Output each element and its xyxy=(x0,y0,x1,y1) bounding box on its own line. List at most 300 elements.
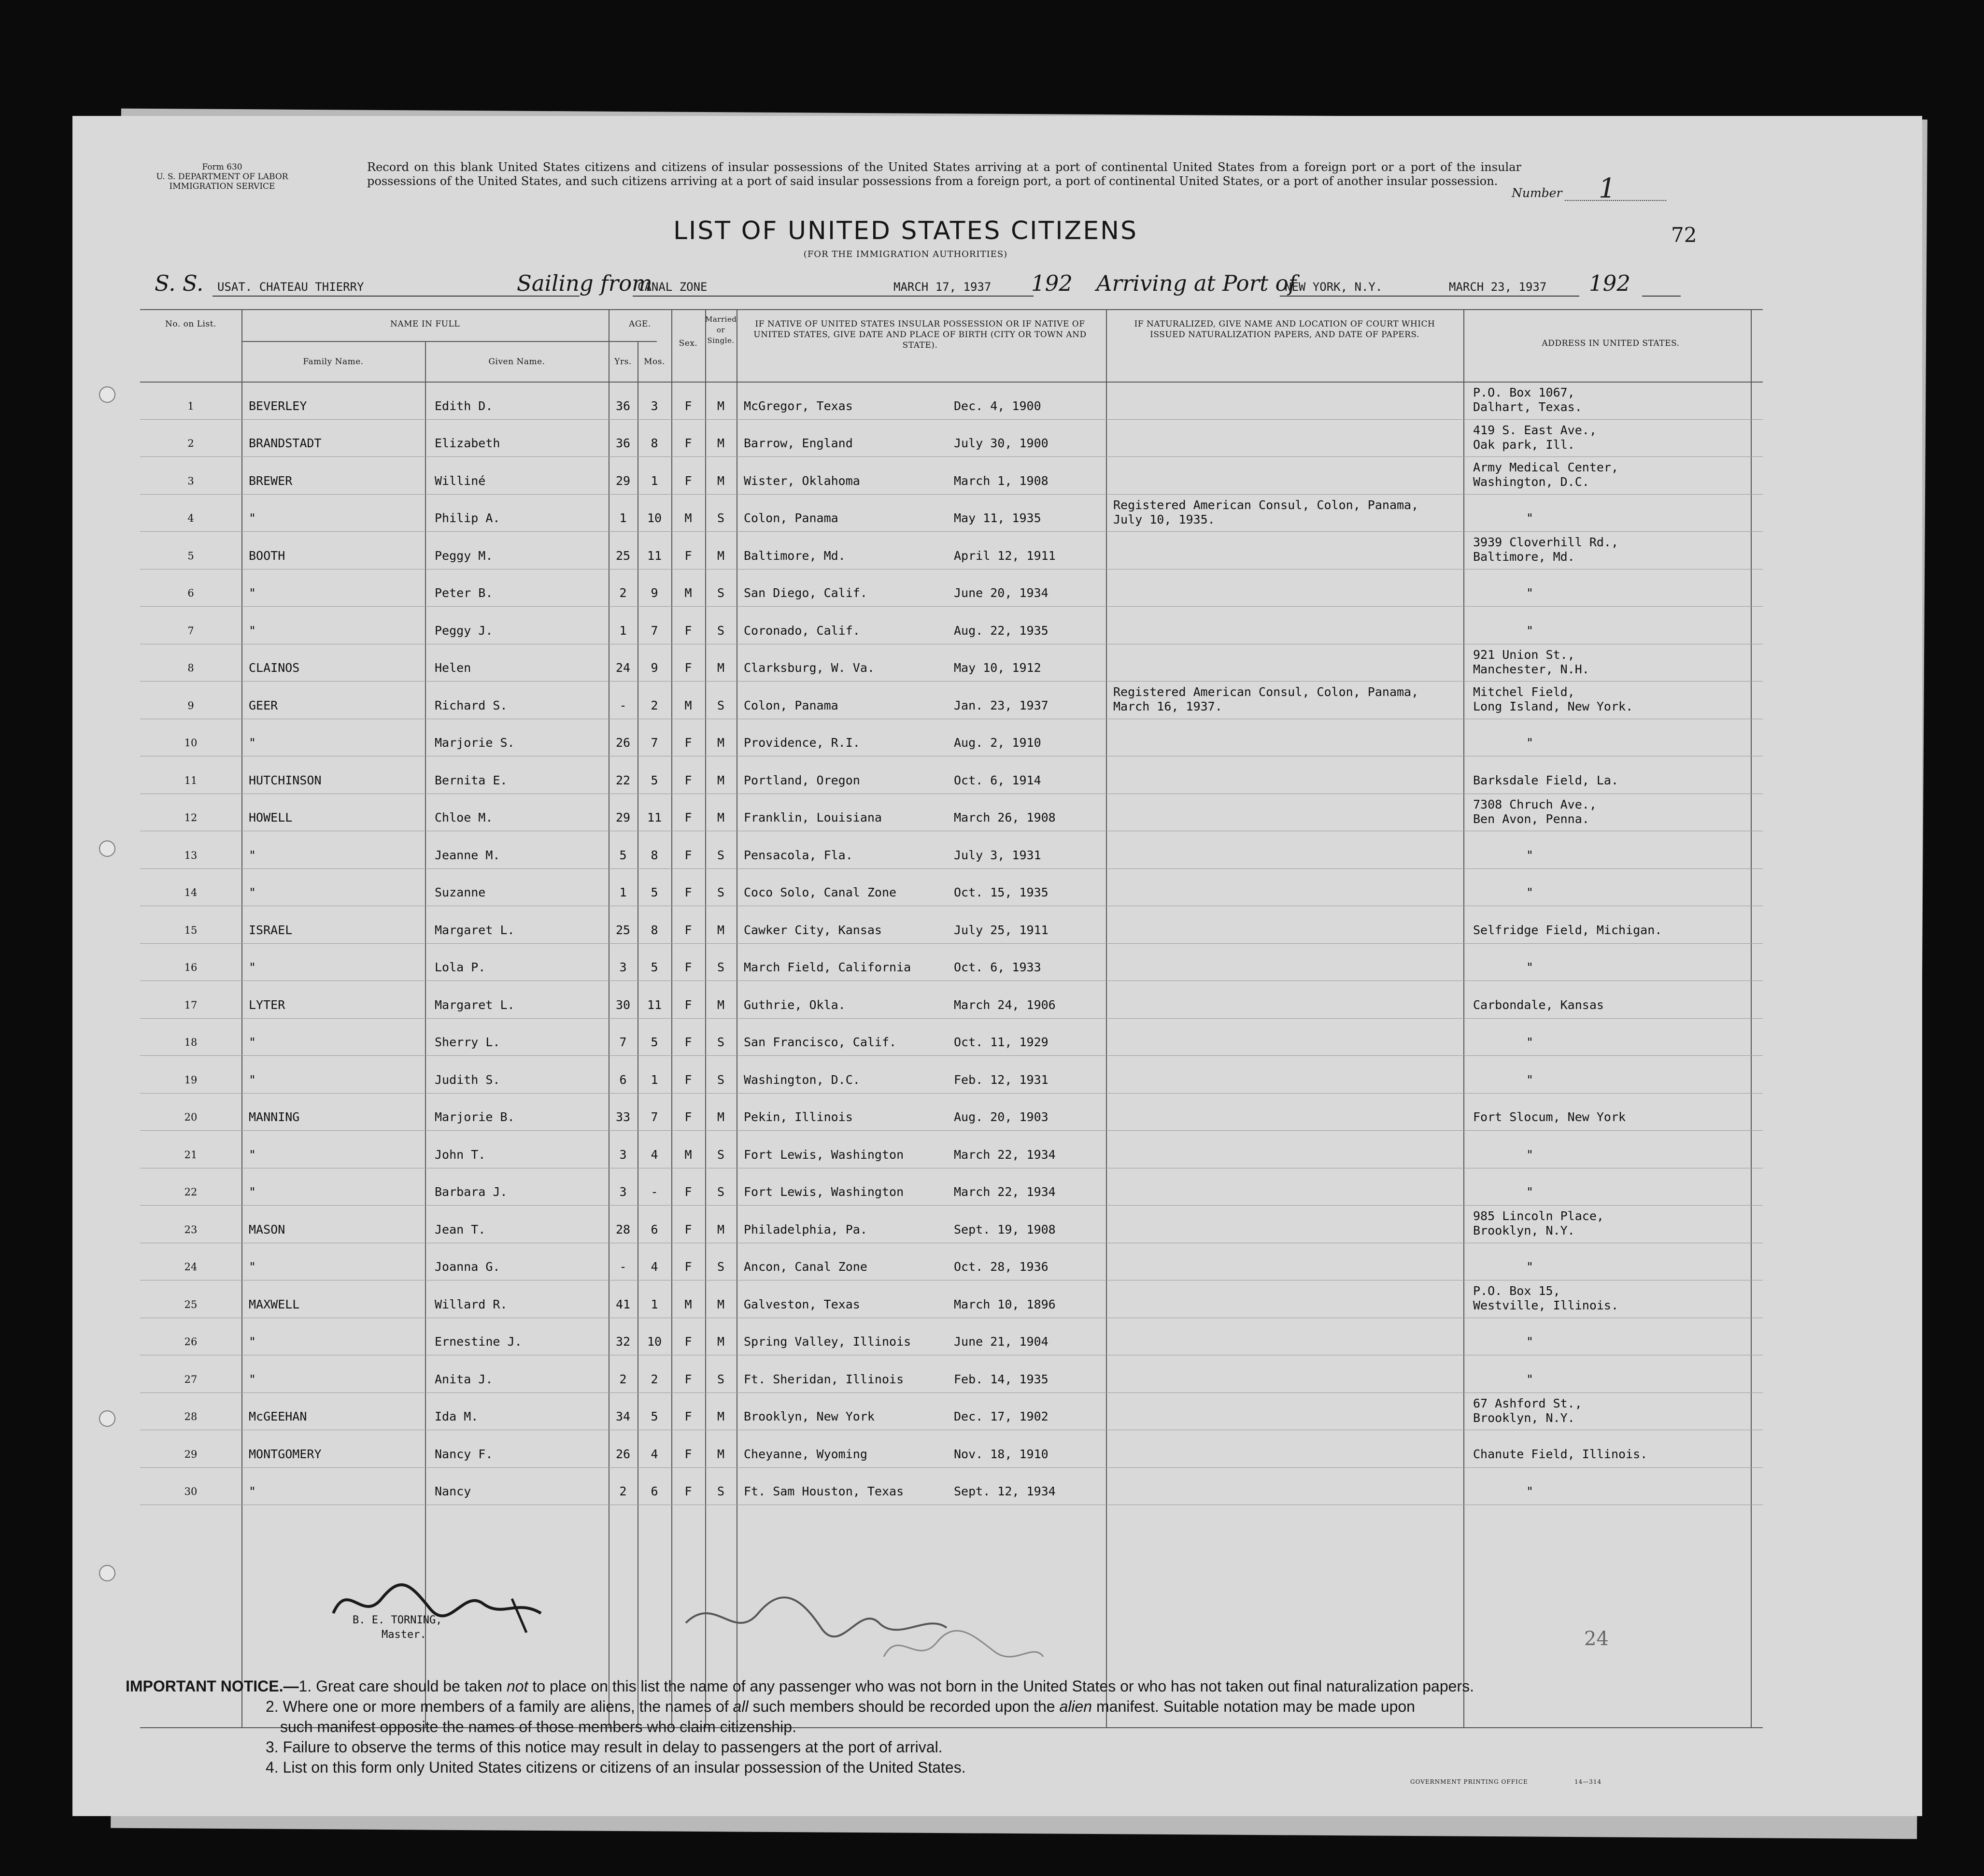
sex: M xyxy=(684,586,692,600)
birth-date: March 22, 1934 xyxy=(954,1147,1056,1162)
marital-status: S xyxy=(717,1035,725,1049)
sex: F xyxy=(684,1222,692,1236)
address-line-1: " xyxy=(1526,1484,1534,1498)
address-line-1: " xyxy=(1526,736,1534,750)
birth-place: Barrow, England xyxy=(744,436,853,450)
address-line-1: 921 Union St., xyxy=(1473,647,1575,662)
age-months: 1 xyxy=(651,473,658,488)
age-years: 25 xyxy=(615,548,631,563)
row-number: 9 xyxy=(187,699,194,711)
row-rule xyxy=(140,606,1763,607)
row-rule xyxy=(140,1467,1763,1468)
row-number: 25 xyxy=(184,1298,198,1310)
col-yrs-header: Yrs. xyxy=(614,357,632,367)
age-years: 22 xyxy=(615,773,631,787)
sex: F xyxy=(684,997,692,1012)
row-number: 3 xyxy=(187,475,194,487)
address-line-2: Baltimore, Md. xyxy=(1473,550,1575,564)
row-number: 15 xyxy=(184,924,198,936)
age-months: 8 xyxy=(651,848,658,862)
address-line-1: " xyxy=(1526,1372,1534,1386)
age-months: - xyxy=(651,1185,658,1199)
row-number: 6 xyxy=(187,587,194,599)
age-years: 1 xyxy=(619,623,627,638)
family-name: CLAINOS xyxy=(249,661,300,675)
row-number: 23 xyxy=(184,1223,198,1236)
sex: F xyxy=(684,1372,692,1386)
manifest-sheet xyxy=(72,116,1922,1816)
number-label: Number xyxy=(1512,186,1562,200)
age-months: 5 xyxy=(651,885,658,899)
sex: F xyxy=(684,436,692,450)
sex: F xyxy=(684,1185,692,1199)
sex: F xyxy=(684,661,692,675)
col-age-header: AGE. xyxy=(629,319,651,329)
instructions: Record on this blank United States citizens and citizens of insular possessions of the United States arriving at a port of continental United States from a foreign port or a port of the insular possessions of the United States, and such citizens arriving at a port of said insular possessions from a foreign port, a port of continental United States, or a port of another insular possession. xyxy=(367,160,1521,188)
binder-hole xyxy=(99,1565,115,1581)
age-years: 29 xyxy=(615,810,631,824)
family-name: " xyxy=(249,1372,256,1386)
age-months: 4 xyxy=(651,1260,658,1274)
birth-place: Ft. Sheridan, Illinois xyxy=(744,1372,904,1386)
family-name: " xyxy=(249,1035,256,1049)
family-name: McGEEHAN xyxy=(249,1409,307,1423)
given-name: Sherry L. xyxy=(435,1035,500,1049)
family-name: MONTGOMERY xyxy=(249,1447,322,1461)
age-months: 9 xyxy=(651,586,658,600)
col-name-header: NAME IN FULL xyxy=(390,319,460,329)
arriving-label: Arriving at Port of xyxy=(1096,270,1297,296)
year-prefix-2: 192 xyxy=(1589,270,1630,296)
age-months: 5 xyxy=(651,773,658,787)
birth-date: March 10, 1896 xyxy=(954,1297,1056,1311)
birth-place: Cheyanne, Wyoming xyxy=(744,1447,867,1461)
sex: F xyxy=(684,1409,692,1423)
marital-status: M xyxy=(717,997,725,1012)
col-sex-header: Sex. xyxy=(679,339,698,348)
row-number: 7 xyxy=(187,625,194,637)
address-line-1: " xyxy=(1526,1035,1534,1049)
arriving-date-underline xyxy=(1444,296,1579,297)
birth-place: Franklin, Louisiana xyxy=(744,810,882,824)
given-name: Philip A. xyxy=(435,511,500,525)
sex: F xyxy=(684,773,692,787)
page-title: LIST OF UNITED STATES CITIZENS xyxy=(673,216,1138,245)
given-name: Chloe M. xyxy=(435,810,493,824)
sex: F xyxy=(684,960,692,974)
birth-place: Ft. Sam Houston, Texas xyxy=(744,1484,904,1498)
row-number: 13 xyxy=(184,849,198,861)
row-number: 30 xyxy=(184,1486,198,1497)
family-name: BEVERLEY xyxy=(249,398,307,413)
sex: M xyxy=(684,1147,692,1162)
birth-place: Ancon, Canal Zone xyxy=(744,1260,867,1274)
address-line-1: 7308 Chruch Ave., xyxy=(1473,797,1597,811)
col-mos-header: Mos. xyxy=(644,357,665,367)
age-years: - xyxy=(619,698,627,712)
age-months: 5 xyxy=(651,1035,658,1049)
birth-date: Feb. 14, 1935 xyxy=(954,1372,1049,1386)
birth-place: Philadelphia, Pa. xyxy=(744,1222,867,1236)
marital-status: M xyxy=(717,1110,725,1124)
sex: F xyxy=(684,1110,692,1124)
arriving-port: NEW YORK, N.Y. xyxy=(1285,280,1383,294)
age-years: 7 xyxy=(619,1035,627,1049)
marital-status: S xyxy=(717,623,725,638)
marital-status: S xyxy=(717,511,725,525)
given-name: Anita J. xyxy=(435,1372,493,1386)
given-name: Ida M. xyxy=(435,1409,479,1423)
notice-item-1-not: not xyxy=(506,1677,528,1695)
age-years: 33 xyxy=(615,1110,631,1124)
naturalization-court: Registered American Consul, Colon, Panama, xyxy=(1113,497,1419,512)
printer-imprint: GOVERNMENT PRINTING OFFICE xyxy=(1410,1778,1528,1785)
marital-status: S xyxy=(717,1147,725,1162)
age-years: 2 xyxy=(619,586,627,600)
col-given-header: Given Name. xyxy=(488,357,545,367)
row-rule xyxy=(140,1130,1763,1131)
age-months: 1 xyxy=(651,1297,658,1311)
marital-status: S xyxy=(717,848,725,862)
address-line-1: 67 Ashford St., xyxy=(1473,1396,1582,1410)
given-name: Margaret L. xyxy=(435,923,515,937)
address-line-1: 419 S. East Ave., xyxy=(1473,423,1597,437)
address-line-1: Chanute Field, Illinois. xyxy=(1473,1447,1648,1461)
given-name: Nancy F. xyxy=(435,1447,493,1461)
family-name: " xyxy=(249,885,256,899)
age-years: 6 xyxy=(619,1072,627,1087)
given-name: Richard S. xyxy=(435,698,508,712)
birth-place: Providence, R.I. xyxy=(744,736,860,750)
age-years: 29 xyxy=(615,473,631,488)
birth-date: July 30, 1900 xyxy=(954,436,1049,450)
sex: F xyxy=(684,1335,692,1349)
row-rule xyxy=(140,943,1763,944)
age-months: 1 xyxy=(651,1072,658,1087)
birth-place: Spring Valley, Illinois xyxy=(744,1335,911,1349)
sex: F xyxy=(684,923,692,937)
given-name: Elizabeth xyxy=(435,436,500,450)
row-number: 26 xyxy=(184,1336,198,1348)
row-rule xyxy=(140,681,1763,682)
marital-status: S xyxy=(717,960,725,974)
age-months: 11 xyxy=(647,810,662,824)
given-name: Peggy M. xyxy=(435,548,493,563)
address-line-1: " xyxy=(1526,586,1534,600)
marital-status: S xyxy=(717,1072,725,1087)
row-number: 17 xyxy=(184,999,198,1011)
age-years: 28 xyxy=(615,1222,631,1236)
marital-status: S xyxy=(717,1484,725,1498)
row-number: 10 xyxy=(184,737,198,749)
marital-status: M xyxy=(717,810,725,824)
address-line-2: Ben Avon, Penna. xyxy=(1473,811,1589,826)
birth-place: Wister, Oklahoma xyxy=(744,473,860,488)
age-months: 6 xyxy=(651,1222,658,1236)
birth-date: July 3, 1931 xyxy=(954,848,1041,862)
age-years: 34 xyxy=(615,1409,631,1423)
family-name: " xyxy=(249,848,256,862)
given-name: Helen xyxy=(435,661,471,675)
address-line-1: 3939 Cloverhill Rd., xyxy=(1473,535,1619,549)
age-months: 11 xyxy=(647,548,662,563)
marital-status: S xyxy=(717,885,725,899)
table-top-rule xyxy=(140,309,1763,310)
birth-place: March Field, California xyxy=(744,960,911,974)
birth-place: Guthrie, Okla. xyxy=(744,997,846,1012)
master-title: Master. xyxy=(382,1629,426,1641)
sex: F xyxy=(684,810,692,824)
family-name: ISRAEL xyxy=(249,923,293,937)
birth-place: Cawker City, Kansas xyxy=(744,923,882,937)
family-name: MAXWELL xyxy=(249,1297,300,1311)
row-number: 18 xyxy=(184,1037,198,1048)
age-years: 26 xyxy=(615,736,631,750)
birth-date: May 10, 1912 xyxy=(954,661,1041,675)
row-rule xyxy=(140,1205,1763,1206)
birth-date: June 21, 1904 xyxy=(954,1335,1049,1349)
sailing-label: Sailing from xyxy=(517,270,652,296)
marital-status: M xyxy=(717,548,725,563)
age-years: 5 xyxy=(619,848,627,862)
age-years: 3 xyxy=(619,1147,627,1162)
sex: F xyxy=(684,736,692,750)
family-name: HUTCHINSON xyxy=(249,773,322,787)
notice-item-1b: to place on this list the name of any passenger who was not born in the United States or who has not taken out final naturalization papers. xyxy=(528,1677,1474,1695)
row-number: 2 xyxy=(187,438,194,449)
form-identifier xyxy=(130,162,314,191)
age-months: 8 xyxy=(651,436,658,450)
age-months: 7 xyxy=(651,623,658,638)
officer-signature xyxy=(676,1584,1159,1671)
sex: M xyxy=(684,511,692,525)
marital-status: M xyxy=(717,736,725,750)
birth-date: Oct. 28, 1936 xyxy=(954,1260,1049,1274)
sex: F xyxy=(684,1035,692,1049)
family-name: " xyxy=(249,586,256,600)
row-number: 20 xyxy=(184,1111,198,1123)
given-name: Williné xyxy=(435,473,486,488)
binder-hole xyxy=(99,386,115,403)
age-months: 4 xyxy=(651,1147,658,1162)
birth-date: Aug. 2, 1910 xyxy=(954,736,1041,750)
age-months: 11 xyxy=(647,997,662,1012)
birth-place: Colon, Panama xyxy=(744,698,838,712)
birth-date: Oct. 6, 1933 xyxy=(954,960,1041,974)
family-name: " xyxy=(249,511,256,525)
birth-place: San Francisco, Calif. xyxy=(744,1035,897,1049)
row-number: 29 xyxy=(184,1448,198,1460)
given-name: Nancy xyxy=(435,1484,471,1498)
row-number: 4 xyxy=(187,512,194,524)
family-name: " xyxy=(249,1147,256,1162)
sex: F xyxy=(684,623,692,638)
row-number: 27 xyxy=(184,1373,198,1385)
marital-status: M xyxy=(717,661,725,675)
stamp-number: 24 xyxy=(1584,1628,1609,1650)
year-prefix-1: 192 xyxy=(1031,270,1073,296)
age-years: 1 xyxy=(619,511,627,525)
address-line-2: Washington, D.C. xyxy=(1473,475,1589,489)
given-name: Peggy J. xyxy=(435,623,493,638)
row-number: 11 xyxy=(184,774,198,786)
notice-item-2-alien: alien xyxy=(1059,1698,1092,1715)
address-line-2: Long Island, New York. xyxy=(1473,699,1633,713)
marital-status: M xyxy=(717,398,725,413)
address-line-1: " xyxy=(1526,1072,1534,1087)
birth-date: May 11, 1935 xyxy=(954,511,1041,525)
birth-date: Sept. 19, 1908 xyxy=(954,1222,1056,1236)
sex: M xyxy=(684,698,692,712)
address-line-1: P.O. Box 1067, xyxy=(1473,385,1575,399)
row-number: 1 xyxy=(187,400,194,412)
age-months: 2 xyxy=(651,698,658,712)
age-months: 7 xyxy=(651,736,658,750)
sex: F xyxy=(684,885,692,899)
family-name: " xyxy=(249,736,256,750)
service: IMMIGRATION SERVICE xyxy=(169,182,275,191)
notice-item-3: 3. Failure to observe the terms of this notice may result in delay to passengers at the port of arrival. xyxy=(266,1738,943,1756)
sailing-from: CANAL ZONE xyxy=(638,280,708,294)
family-name: GEER xyxy=(249,698,278,712)
age-months: 10 xyxy=(647,1335,662,1349)
birth-date: Oct. 11, 1929 xyxy=(954,1035,1049,1049)
birth-date: Oct. 15, 1935 xyxy=(954,885,1049,899)
birth-date: Dec. 4, 1900 xyxy=(954,398,1041,413)
birth-place: Fort Lewis, Washington xyxy=(744,1185,904,1199)
marital-status: M xyxy=(717,773,725,787)
marital-status: S xyxy=(717,698,725,712)
address-line-1: P.O. Box 15, xyxy=(1473,1284,1560,1298)
col-married-header: Married or Single. xyxy=(705,315,737,345)
family-name: MASON xyxy=(249,1222,285,1236)
age-months: 8 xyxy=(651,923,658,937)
row-number: 12 xyxy=(184,812,198,824)
notice-item-2b: such members should be recorded upon the xyxy=(748,1698,1060,1715)
birth-place: Colon, Panama xyxy=(744,511,838,525)
marital-status: S xyxy=(717,586,725,600)
naturalization-court: Registered American Consul, Colon, Panama, xyxy=(1113,685,1419,699)
address-line-1: 985 Lincoln Place, xyxy=(1473,1209,1604,1223)
name-age-rule xyxy=(241,341,657,342)
age-years: 3 xyxy=(619,960,627,974)
row-number: 5 xyxy=(187,550,194,562)
ss-label: S. S. xyxy=(155,270,204,296)
form-number: Form 630 xyxy=(202,162,242,172)
department: U. S. DEPARTMENT OF LABOR xyxy=(156,172,288,182)
age-years: 36 xyxy=(615,436,631,450)
sailing-date: MARCH 17, 1937 xyxy=(893,280,992,294)
family-name: BOOTH xyxy=(249,548,285,563)
birth-date: Oct. 6, 1914 xyxy=(954,773,1041,787)
row-number: 22 xyxy=(184,1186,198,1198)
address-line-1: " xyxy=(1526,848,1534,862)
birth-place: Pensacola, Fla. xyxy=(744,848,853,862)
age-years: 26 xyxy=(615,1447,631,1461)
address-line-2: Brooklyn, N.Y. xyxy=(1473,1410,1575,1425)
family-name: MANNING xyxy=(249,1110,300,1124)
birth-date: Nov. 18, 1910 xyxy=(954,1447,1049,1461)
col-rule xyxy=(425,341,426,1727)
age-years: 30 xyxy=(615,997,631,1012)
age-years: 41 xyxy=(615,1297,631,1311)
family-name: BREWER xyxy=(249,473,293,488)
sex: F xyxy=(684,848,692,862)
address-line-1: Fort Slocum, New York xyxy=(1473,1110,1626,1124)
address-line-2: Dalhart, Texas. xyxy=(1473,400,1582,414)
marital-status: M xyxy=(717,1409,725,1423)
row-rule xyxy=(140,1018,1763,1019)
birth-place: Portland, Oregon xyxy=(744,773,860,787)
given-name: Lola P. xyxy=(435,960,486,974)
birth-place: Galveston, Texas xyxy=(744,1297,860,1311)
col-naturalized-header: IF NATURALIZED, GIVE NAME AND LOCATION OF COURT WHICH ISSUED NATURALIZATION PAPERS, AND DATE OF PAPERS. xyxy=(1134,319,1435,340)
birth-place: Fort Lewis, Washington xyxy=(744,1147,904,1162)
given-name: Margaret L. xyxy=(435,997,515,1012)
given-name: Marjorie S. xyxy=(435,736,515,750)
notice-item-2a: 2. Where one or more members of a family are aliens, the names of xyxy=(266,1698,733,1715)
marital-status: M xyxy=(717,1222,725,1236)
arriving-date: MARCH 23, 1937 xyxy=(1449,280,1547,294)
address-line-1: " xyxy=(1526,1260,1534,1274)
marital-status: M xyxy=(717,1447,725,1461)
birth-date: Feb. 12, 1931 xyxy=(954,1072,1049,1087)
naturalization-date: July 10, 1935. xyxy=(1113,512,1215,526)
age-years: 2 xyxy=(619,1484,627,1498)
given-name: Suzanne xyxy=(435,885,486,899)
birth-place: Pekin, Illinois xyxy=(744,1110,853,1124)
age-years: 25 xyxy=(615,923,631,937)
number-value: 1 xyxy=(1599,173,1616,204)
given-name: Willard R. xyxy=(435,1297,508,1311)
row-number: 16 xyxy=(184,962,198,973)
age-months: 4 xyxy=(651,1447,658,1461)
sailing-date-underline xyxy=(889,296,1034,297)
marital-status: M xyxy=(717,1335,725,1349)
marital-status: M xyxy=(717,473,725,488)
notice-item-4: 4. List on this form only United States citizens or citizens of an insular possession of the United States. xyxy=(266,1759,966,1776)
row-rule xyxy=(140,494,1763,495)
birth-date: March 1, 1908 xyxy=(954,473,1049,488)
address-line-1: " xyxy=(1526,511,1534,525)
row-rule xyxy=(140,456,1763,457)
address-line-1: Carbondale, Kansas xyxy=(1473,997,1604,1012)
given-name: Ernestine J. xyxy=(435,1335,522,1349)
form-code: 14—314 xyxy=(1574,1778,1602,1785)
birth-date: March 26, 1908 xyxy=(954,810,1056,824)
age-months: 5 xyxy=(651,960,658,974)
family-name: " xyxy=(249,1185,256,1199)
family-name: " xyxy=(249,1484,256,1498)
age-months: 9 xyxy=(651,661,658,675)
marital-status: M xyxy=(717,923,725,937)
birth-date: April 12, 1911 xyxy=(954,548,1056,563)
age-years: 36 xyxy=(615,398,631,413)
binder-hole xyxy=(99,1410,115,1427)
sex: F xyxy=(684,1260,692,1274)
age-years: 32 xyxy=(615,1335,631,1349)
col-address-header: ADDRESS IN UNITED STATES. xyxy=(1542,339,1680,348)
birth-place: Coco Solo, Canal Zone xyxy=(744,885,897,899)
birth-date: July 25, 1911 xyxy=(954,923,1049,937)
ship-name: USAT. CHATEAU THIERRY xyxy=(217,280,364,294)
birth-date: Sept. 12, 1934 xyxy=(954,1484,1056,1498)
birth-place: McGregor, Texas xyxy=(744,398,853,413)
binder-hole xyxy=(99,840,115,857)
given-name: Jeanne M. xyxy=(435,848,500,862)
given-name: Barbara J. xyxy=(435,1185,508,1199)
family-name: BRANDSTADT xyxy=(249,436,322,450)
